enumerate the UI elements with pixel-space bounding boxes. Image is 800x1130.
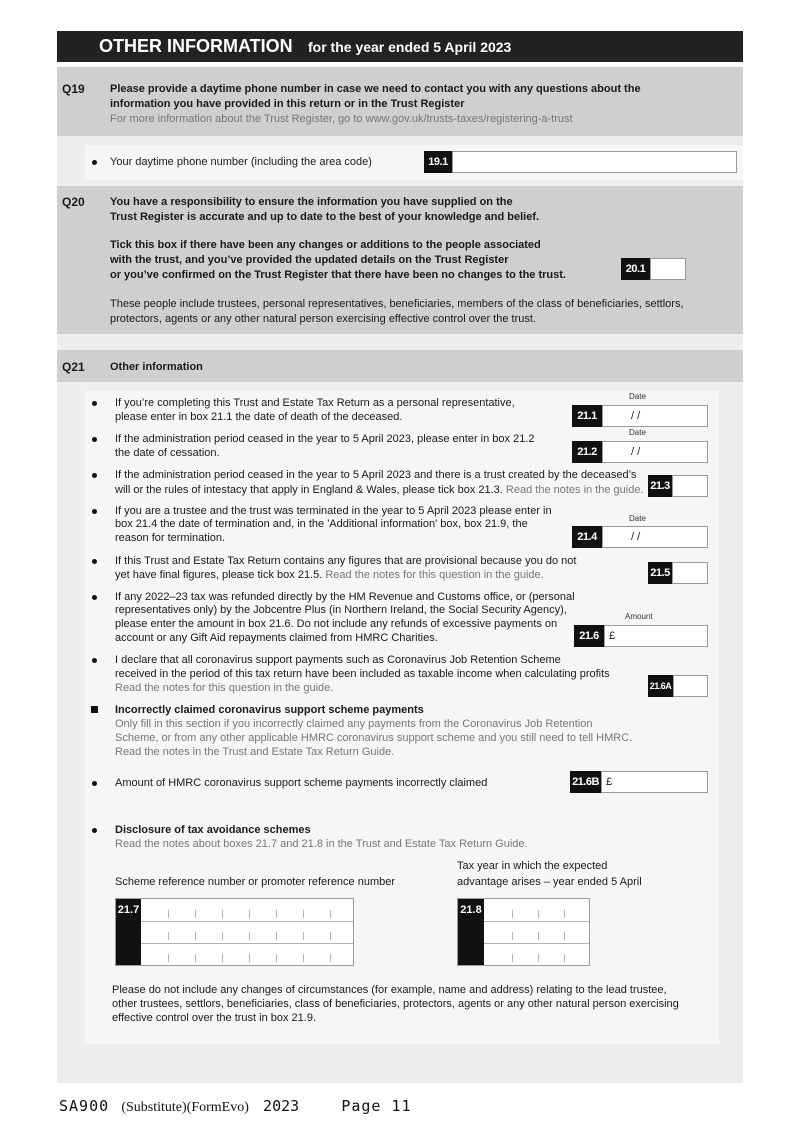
- item-21-4-text-a: If you are a trustee and the trust was terminated in the year to 5 April 2023 please enter in: [115, 505, 552, 517]
- bullet: [92, 781, 97, 786]
- grid-tick: [564, 910, 565, 918]
- item-21-3-note: Read the notes in the guide.: [505, 484, 644, 496]
- grid-tick: [512, 910, 513, 918]
- final-note-b: other trustees, settlors, beneficiaries, class of beneficiaries, protectors, agents or any other natural person exercising: [112, 998, 679, 1010]
- item-21-6-text-b: representatives only) by the Jobcentre Plus (in Northern Ireland, the Social Security Agency),: [115, 604, 567, 616]
- grid-tick: [276, 932, 277, 940]
- grid-tick: [168, 954, 169, 962]
- item-21-6b-text: Amount of HMRC coronavirus support scheme payments incorrectly claimed: [115, 777, 488, 789]
- box-21-6b-label: 21.6B: [570, 771, 601, 793]
- box-21-1-label: 21.1: [572, 405, 602, 427]
- box-21-3-label: 21.3: [648, 475, 672, 497]
- disclosure-title: Disclosure of tax avoidance schemes: [115, 824, 311, 836]
- item-21-5-text-a: If this Trust and Estate Tax Return contains any figures that are provisional because you do not: [115, 555, 577, 567]
- section-title: OTHER INFORMATION: [99, 36, 293, 56]
- footer-sub: (Substitute)(FormEvo): [121, 1100, 249, 1115]
- grid-tick: [330, 910, 331, 918]
- grid-tick: [195, 910, 196, 918]
- item-21-6-text-c: please enter the amount in box 21.6. Do not include any refunds of excessive payments on: [115, 618, 558, 630]
- grid-tick: [538, 910, 539, 918]
- item-21-1-text-b: please enter in box 21.1 the date of death of the deceased.: [115, 411, 403, 423]
- q19-text-1: Please provide a daytime phone number in case we need to contact you with any questions about the: [110, 83, 641, 95]
- date-label: Date: [629, 392, 646, 401]
- item-21-5-note: Read the notes for this question in the guide.: [325, 569, 544, 581]
- grid-line: [484, 943, 589, 944]
- col1-label: Scheme reference number or promoter reference number: [115, 876, 396, 888]
- col2-label-a: Tax year in which the expected: [457, 860, 608, 872]
- q20-p2-a: Tick this box if there have been any changes or additions to the people associated: [110, 239, 541, 251]
- grid-tick: [249, 910, 250, 918]
- grid-tick: [276, 954, 277, 962]
- item-21-6a-text-a: I declare that all coronavirus support payments such as Coronavirus Job Retention Scheme: [115, 654, 561, 666]
- item-21-3-text-b: [115, 483, 644, 498]
- box-20-1-tickbox[interactable]: [650, 258, 686, 280]
- phone-label: Your daytime phone number (including the area code): [110, 156, 372, 168]
- date-label: Date: [629, 514, 646, 523]
- box-21-1-date-input[interactable]: / /: [602, 405, 708, 427]
- grid-tick: [538, 932, 539, 940]
- box-19-1-label: 19.1: [424, 151, 452, 173]
- box-21-7-label: 21.7: [116, 899, 141, 965]
- item-21-2-text-b: the date of cessation.: [115, 447, 220, 459]
- grid-tick: [249, 932, 250, 940]
- box-21-8-label: 21.8: [458, 899, 484, 965]
- disclosure-note: Read the notes about boxes 21.7 and 21.8 in the Trust and Estate Tax Return Guide.: [115, 838, 528, 850]
- q20-p2-c: or you’ve confirmed on the Trust Register that there have been no changes to the trust.: [110, 269, 566, 281]
- bullet: [92, 509, 97, 514]
- item-21-3-text-a: If the administration period ceased in the year to 5 April 2023 and there is a trust created by the deceased’s: [115, 469, 637, 481]
- grid-tick: [303, 932, 304, 940]
- box-21-5-label: 21.5: [648, 562, 672, 584]
- box-21-6a-tickbox[interactable]: [673, 675, 708, 697]
- q20-number: Q20: [62, 195, 85, 209]
- grid-tick: [195, 954, 196, 962]
- grid-tick: [249, 954, 250, 962]
- grid-line: [141, 943, 353, 944]
- box-21-8-year-grid[interactable]: [457, 898, 590, 966]
- grid-tick: [330, 932, 331, 940]
- bullet: [92, 437, 97, 442]
- bullet: [92, 473, 97, 478]
- q19-text-2: information you have provided in this return or in the Trust Register: [110, 98, 465, 110]
- bullet: [92, 658, 97, 663]
- bullet: [92, 160, 97, 165]
- footer-year: 2023: [263, 1097, 300, 1115]
- bullet: [92, 595, 97, 600]
- final-note-c: effective control over the trust in box 21.9.: [112, 1012, 317, 1024]
- phone-input[interactable]: [452, 151, 737, 173]
- item-21-4-text-b: box 21.4 the date of termination and, in the 'Additional information' box, box 21.9, the: [115, 518, 528, 530]
- incorrect-claims-text-a: Only fill in this section if you incorrectly claimed any payments from the Coronavirus Job Retention: [115, 718, 593, 730]
- q20-p1-b: Trust Register is accurate and up to date to the best of your knowledge and belief.: [110, 211, 540, 223]
- grid-tick: [564, 954, 565, 962]
- q21-number: Q21: [62, 360, 85, 374]
- q20-p3-a: These people include trustees, personal representatives, beneficiaries, members of the class of beneficiaries, settlors,: [110, 298, 684, 310]
- item-21-1-text-a: If you’re completing this Trust and Estate Tax Return as a personal representative,: [115, 397, 515, 409]
- q20-p2-b: with the trust, and you’ve provided the updated details on the Trust Register: [110, 254, 509, 266]
- box-21-2-label: 21.2: [572, 441, 602, 463]
- grid-tick: [222, 954, 223, 962]
- q19-note: For more information about the Trust Register, go to www.gov.uk/trusts-taxes/registering-a-trust: [110, 113, 573, 125]
- section-header: [57, 31, 743, 62]
- section-subtitle: for the year ended 5 April 2023: [308, 39, 512, 55]
- square-bullet: [91, 706, 98, 713]
- item-21-6a-text-b: received in the period of this tax return have been included as taxable income when calculating profits: [115, 668, 610, 680]
- grid-tick: [538, 954, 539, 962]
- grid-tick: [512, 932, 513, 940]
- box-21-6b-amount-input[interactable]: £: [601, 771, 708, 793]
- q20-p1-a: You have a responsibility to ensure the information you have supplied on the: [110, 196, 513, 208]
- bullet: [92, 559, 97, 564]
- page-footer: [59, 1097, 412, 1116]
- date-label: Date: [629, 428, 646, 437]
- grid-tick: [564, 932, 565, 940]
- box-21-3-tickbox[interactable]: [672, 475, 708, 497]
- footer-form: SA900: [59, 1097, 110, 1115]
- grid-tick: [222, 910, 223, 918]
- grid-tick: [330, 954, 331, 962]
- grid-tick: [222, 932, 223, 940]
- grid-tick: [512, 954, 513, 962]
- bullet: [92, 401, 97, 406]
- item-21-5-text-b: [115, 568, 544, 583]
- grid-tick: [168, 932, 169, 940]
- box-21-4-label: 21.4: [572, 526, 602, 548]
- item-21-6-text-a: If any 2022–23 tax was refunded directly by the HM Revenue and Customs office, or (personal: [115, 591, 575, 603]
- q20-p3-b: protectors, agents or any other natural person exercising effective control over the trust.: [110, 313, 536, 325]
- grid-line: [484, 921, 589, 922]
- footer-page: Page 11: [341, 1097, 412, 1115]
- q19-number: Q19: [62, 82, 85, 96]
- item-21-2-text-a: If the administration period ceased in the year to 5 April 2023, please enter in box 21.2: [115, 433, 535, 445]
- incorrect-claims-text-b: Scheme, or from any other applicable HMRC coronavirus support scheme and you still need to tell HMRC.: [115, 732, 633, 744]
- grid-tick: [195, 932, 196, 940]
- box-21-2-date-input[interactable]: / /: [602, 441, 708, 463]
- box-21-6-amount-input[interactable]: £: [604, 625, 708, 647]
- box-21-4-date-input[interactable]: / /: [602, 526, 708, 548]
- q21-title: Other information: [110, 361, 203, 373]
- col2-label-b: advantage arises – year ended 5 April: [457, 876, 642, 888]
- grid-line: [141, 921, 353, 922]
- box-20-1-label: 20.1: [621, 258, 650, 280]
- final-note-a: Please do not include any changes of circumstances (for example, name and address) relating to the lead trustee,: [112, 984, 667, 996]
- incorrect-claims-title: Incorrectly claimed coronavirus support scheme payments: [115, 704, 424, 716]
- item-21-3-text-b-main: will or the rules of intestacy that apply in England & Wales, please tick box 21.3.: [115, 484, 503, 496]
- item-21-6-text-d: account or any Gift Aid repayments claimed from HMRC Charities.: [115, 632, 438, 644]
- item-21-6a-note: Read the notes for this question in the guide.: [115, 682, 334, 694]
- box-21-5-tickbox[interactable]: [672, 562, 708, 584]
- grid-tick: [303, 954, 304, 962]
- box-21-6a-label: 21.6A: [648, 675, 673, 697]
- item-21-4-text-c: reason for termination.: [115, 532, 226, 544]
- amount-label: Amount: [625, 612, 653, 621]
- incorrect-claims-text-c: Read the notes in the Trust and Estate Tax Return Guide.: [115, 746, 395, 758]
- item-21-5-text-b-main: yet have final figures, please tick box 21.5.: [115, 569, 323, 581]
- bullet: [92, 828, 97, 833]
- box-21-6-label: 21.6: [574, 625, 604, 647]
- grid-tick: [276, 910, 277, 918]
- grid-tick: [168, 910, 169, 918]
- grid-tick: [303, 910, 304, 918]
- box-21-7-scheme-grid[interactable]: [115, 898, 354, 966]
